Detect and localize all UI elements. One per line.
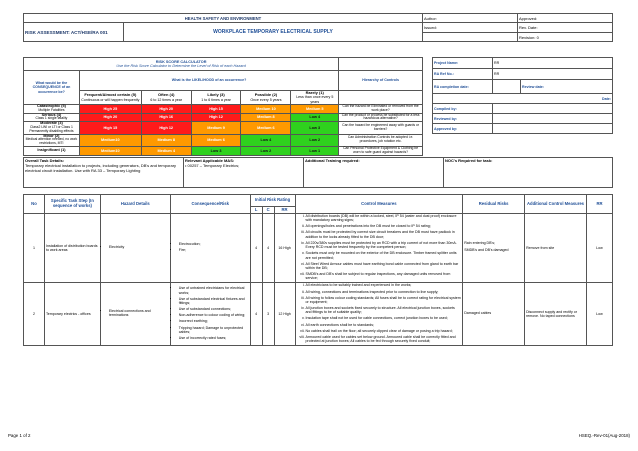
list-item: v. Sockets must only be mounted on the exterior of the DB enclosure. Timber framed splitter units are not permitted; (306, 251, 462, 260)
control-measures (295, 283, 463, 346)
list-item: iii. All circuits must be protected by correct size circuit breakers and the DB must have padlock in addition to the locks already fitted to the DB door; (306, 230, 462, 239)
hierarchy-of-controls-label: Hierarchy of Controls (339, 71, 423, 91)
hazard-details (100, 283, 170, 346)
ra-completion-label: RA completion date: (433, 80, 493, 94)
risk-score-cell: Low 2 (291, 134, 339, 146)
list-item: vii. SMDB's and DB's shall be subject to regular inspections, any damaged units removed from service; (306, 272, 462, 281)
likelihood-col-1: Rarely (1) Less than once every 5 years (291, 91, 339, 105)
likelihood-col-4: Often (4) 6 to 12 times a year (141, 91, 191, 105)
consequence-row (24, 113, 423, 122)
calculator-subtitle: Use the Risk Score Calculator to Determine the Level of Risk of each Hazard (116, 64, 246, 68)
approved-label: Approved: (518, 14, 613, 23)
hazard-details (100, 214, 170, 283)
nocs-required-label: NOC's Required for task: (444, 158, 613, 188)
list-item: • Use of untrained electricians for electrical works; (179, 286, 249, 295)
consequence-row (24, 134, 423, 146)
list-item: • Electricity (109, 245, 169, 249)
residual-risks (463, 214, 525, 283)
risk-score-cell: Medium 8 (141, 134, 191, 146)
list-item: iii. All wiring to follow colour coding standards; All fuses shall be to correct rating for electrical system or equipment; (306, 296, 462, 305)
project-info-panel (432, 57, 613, 134)
list-item: iv. All 220v/380v supplies must be protected by an RCD with a trip current of not more than 30mA. Every RCD must be tested frequently by the competent person; (306, 241, 462, 250)
residual-item: Rain entering DB's; (464, 240, 496, 245)
list-item: • Electrocution; (179, 242, 249, 246)
consequence-label: Minor (2) Medical attention needed, no work restrictions, MTI (24, 134, 80, 146)
risk-score-cell: High 15 (191, 105, 241, 114)
ra-number: RISK ASSESSMENT: ACT/HSE/RA 001 (24, 23, 124, 42)
additional-training-label: Additional Training required: (304, 158, 444, 188)
hierarchy-control-text: Can the hazard be Eliminated or removed from the work place? (339, 105, 423, 114)
list-item: v. Insulation tape shall not be used for cable connections, correct junction boxes to be used; (306, 316, 462, 320)
task-step: Temporary electrics - offices (44, 283, 100, 346)
initial-risk-rating: 16 High (274, 214, 295, 283)
risk-score-cell: Medium 4 (141, 146, 191, 155)
list-item: iv. All junction boxes and sockets fixed securely to structure. All electrical junction boxes, sockets and fittings to be of suitable quality; (306, 306, 462, 315)
consequence-label: Insignificant (1) (24, 146, 80, 155)
risk-score-calculator (23, 57, 423, 156)
final-risk-rating: Low (586, 283, 612, 346)
document-header (23, 13, 613, 42)
row-number: 1 (24, 214, 45, 283)
col-l: L (250, 207, 262, 214)
col-no: No (24, 195, 45, 214)
residual-item: Damaged cables (464, 310, 492, 315)
rev-date-label: Rev. Date: (518, 23, 613, 33)
likelihood-col-3: Likely (3) 1 to 6 times a year (191, 91, 241, 105)
residual-risks (463, 283, 525, 346)
consequence-risk (170, 283, 250, 346)
list-item: vi. All earth connections shall be to standards; (306, 323, 462, 327)
risk-score-cell: Low 4 (241, 134, 291, 146)
consequence-value: 3 (262, 283, 274, 346)
review-date-label: Review date: (521, 80, 613, 94)
risk-score-cell: Low 4 (291, 113, 339, 122)
col-hazard: Hazard Details (100, 195, 170, 214)
relevant-mas: Relevant Applicable MAS: • 00257 – Temporary Electrics; (184, 158, 304, 188)
list-item: vi. All Steel Wired Armour cables must have earthing bond cable connected from gland to earth bar within the DB; (306, 262, 462, 271)
consequence-risk (170, 214, 250, 283)
risk-score-cell: Medium10 (79, 146, 141, 155)
document-title: WORKPLACE TEMPORARY ELECTRICAL SUPPLY (124, 23, 423, 42)
task-details-row (23, 157, 613, 188)
page-number: Page 1 of 2 (8, 433, 31, 438)
consequence-label: Catastrophic (5) Multiple Fatalities (24, 105, 80, 114)
date-label: Date: (433, 94, 613, 104)
col-consequence: Consequence/Risk (170, 195, 250, 214)
author-label: Author: (423, 14, 518, 23)
list-item: • Incorrect earthing; (179, 319, 249, 323)
issued-label: Issued: (423, 23, 518, 33)
col-control-measures: Control Measures (295, 195, 463, 214)
task-step: Installation of distribution boards to work areas (44, 214, 100, 283)
list-item: i. All distribution boards (DB) will be within a locked, steel, IP 54 (water and dust proof) enclosure with mandatory warning signs; (306, 214, 462, 223)
calculator-title: RISK SCORE CALCULATOR (155, 59, 207, 64)
likelihood-col-5: Frequent/Almost certain (5) Continuous or will happen frequently (79, 91, 141, 105)
likelihood-col-2: Possible (2) Once every 5 years (241, 91, 291, 105)
list-item: viii. Armoured cable used for cables set below ground. Armoured cable shall be correctly fitted and protected at junction boxes; All cables to be fed through securely fixed conduit; (306, 335, 462, 344)
table-row (24, 283, 613, 346)
org-title: HEALTH SAFETY AND ENVIRONMENT (24, 14, 423, 23)
col-rr: RR (274, 207, 295, 214)
ra-ref-value: RR (493, 69, 613, 80)
project-name-value: RR (493, 58, 613, 69)
risk-assessment-table (23, 194, 613, 346)
approved-by-label: Approved by: (433, 124, 493, 134)
hierarchy-control-text: Can the product or process be substituted for a less hazardous alternative? (339, 113, 423, 122)
list-item: • Electrical connections and terminations (109, 309, 169, 318)
list-item: ii. All openings/holes and penetrations into the DB must be closed to IP 54 rating; (306, 224, 462, 228)
consequence-row (24, 122, 423, 134)
table-row (24, 214, 613, 283)
ra-ref-label: RA Ref No.: (433, 69, 493, 80)
risk-score-cell: High 15 (79, 122, 141, 134)
consequence-label: Moderate (3) Class2 LWI or LTI or Class 1 Permanently disabling effects (24, 122, 80, 134)
control-measures (295, 214, 463, 283)
col-residual-risks: Residual Risks (463, 195, 525, 214)
consequence-value: 4 (262, 214, 274, 283)
overall-task-details: Overall Task Details: Temporary electrical installation to projects, including generators, DB's and temporary electrical circuit installation. Use with RA 33 – Temporary Lighting (24, 158, 184, 188)
list-item: • Use of substandard electrical fixtures and fittings; (179, 297, 249, 306)
col-additional-controls: Additional Control Measures (525, 195, 587, 214)
revision-label: Revision: 0 (518, 33, 613, 42)
col-c: C (262, 207, 274, 214)
risk-score-cell: Medium 6 (241, 122, 291, 134)
consequence-row (24, 146, 423, 155)
likelihood-question: What is the LIKELIHOOD of an occurrence? (79, 71, 338, 91)
additional-control: Disconnect supply and rectify or remove. No taped connections (525, 283, 587, 346)
compiled-by-label: Compiled by: (433, 104, 493, 114)
residual-item: SMDB's and DB's damaged (464, 248, 509, 253)
risk-score-cell: High 20 (141, 105, 191, 114)
list-item: • Use of substandard connections; (179, 307, 249, 311)
list-item: i. All electricians to be suitably trained and experienced in the works; (306, 283, 462, 287)
risk-score-cell: High 16 (141, 113, 191, 122)
risk-score-cell: High 12 (141, 122, 191, 134)
risk-score-cell: Low 1 (291, 146, 339, 155)
risk-score-cell: Low 3 (191, 146, 241, 155)
document-code: HSEQ.-Rev-01(Aug-2018) (578, 433, 630, 438)
list-item: • Non-adherence to colour coding of wiring; (179, 313, 249, 317)
consequence-question: What would be the CONSEQUENCE of an occurrence be? (24, 71, 80, 105)
risk-score-cell: Medium 6 (191, 134, 241, 146)
project-name-label: Project Name: (433, 58, 493, 69)
consequence-row (24, 105, 423, 114)
list-item: ii. All wiring, connections and terminations inspected prior to connection to live supply; (306, 290, 462, 294)
risk-score-cell: Medium 5 (291, 105, 339, 114)
reviewed-by-label: Reviewed by: (433, 114, 493, 124)
col-initial-risk: Initial Risk Rating (250, 195, 295, 207)
risk-score-cell: High 20 (79, 113, 141, 122)
consequence-label: Serious (4) Class 1 single fatality (24, 113, 80, 122)
hierarchy-control-text: Can Personal Protective Equipment & Clothing be worn to safe guard against hazards? (339, 146, 423, 155)
col-task-step: Specific Task Step (In sequence of works) (44, 195, 100, 214)
final-risk-rating: Low (586, 214, 612, 283)
additional-control: Remove from site (525, 214, 587, 283)
risk-score-cell: High 25 (79, 105, 141, 114)
mas-item: 00257 – Temporary Electrics; (187, 163, 240, 168)
risk-score-cell: Low 2 (241, 146, 291, 155)
risk-score-cell: High 12 (191, 113, 241, 122)
col-rr-final: RR (586, 195, 612, 214)
list-item: vii. No cables shall trail on the floor; all securely clipped clear of damage or posing a trip hazard; (306, 329, 462, 333)
risk-score-cell: Medium 8 (241, 113, 291, 122)
hierarchy-control-text: Can the hazard be engineered away with guards or barriers? (339, 122, 423, 134)
hierarchy-control-text: Can Administration Controls be adopted i.e. procedures, job rotation etc. (339, 134, 423, 146)
likelihood-value: 4 (250, 283, 262, 346)
list-item: • Fire; (179, 248, 249, 252)
risk-score-cell: Medium 9 (191, 122, 241, 134)
risk-score-cell: Medium 10 (241, 105, 291, 114)
initial-risk-rating: 12 High (274, 283, 295, 346)
row-number: 2 (24, 283, 45, 346)
list-item: • Tripping hazard; Damage to unprotected cables; (179, 326, 249, 335)
risk-score-cell: Medium10 (79, 134, 141, 146)
likelihood-value: 4 (250, 214, 262, 283)
risk-score-cell: Low 3 (291, 122, 339, 134)
list-item: • Use of incorrectly rated fuses; (179, 336, 249, 340)
